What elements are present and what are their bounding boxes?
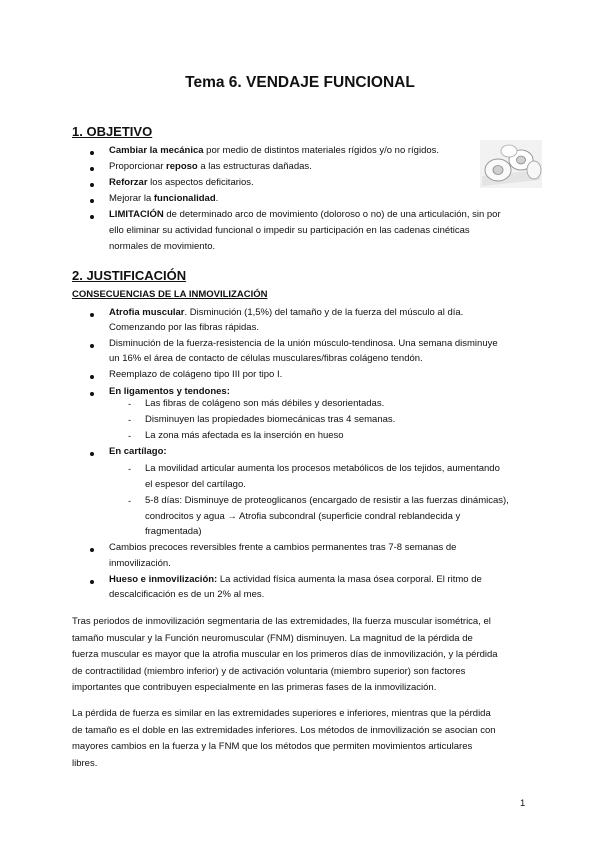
sub-item: Las fibras de colágeno son más débiles y desorientadas. xyxy=(145,398,385,409)
tape-rolls-image xyxy=(480,140,542,188)
bullet xyxy=(90,183,94,187)
list-item-line: inmovilización. xyxy=(109,558,171,569)
list-item-line: descalcificación es de un 2% al mes. xyxy=(109,589,265,600)
list-item: Hueso e inmovilización: La actividad física aumenta la masa ósea corporal. El ritmo de xyxy=(109,574,482,585)
bullet xyxy=(90,580,94,584)
bullet xyxy=(90,452,94,456)
bullet xyxy=(90,151,94,155)
page-number: 1 xyxy=(520,798,526,809)
sub-item-line: fragmentada) xyxy=(145,526,202,537)
bullet xyxy=(90,313,94,317)
sub-item: Disminuyen las propiedades biomecánicas tras 4 semanas. xyxy=(145,414,396,425)
list-item-line: un 16% el área de contacto de células musculares/fibras colágeno tendón. xyxy=(109,353,423,364)
list-item: En cartílago: xyxy=(109,446,167,457)
page-title: Tema 6. VENDAJE FUNCIONAL xyxy=(185,74,415,91)
list-item-line: Comenzando por las fibras rápidas. xyxy=(109,322,259,333)
list-item: Disminución de la fuerza-resistencia de la unión músculo-tendinosa. Una semana disminuye xyxy=(109,338,498,349)
sub-item: La zona más afectada es la inserción en hueso xyxy=(145,430,344,441)
list-item-line: ello eliminar su actividad funcional o impedir su participación en las cadenas cinéticas xyxy=(109,225,470,236)
bullet xyxy=(90,215,94,219)
list-item-line: normales de movimiento. xyxy=(109,241,216,252)
bullet xyxy=(90,392,94,396)
sub-item: 5-8 días: Disminuye de proteoglicanos (encargado de resistir a las fuerzas dinámicas), xyxy=(145,495,509,506)
list-item: LIMITACIÓN de determinado arco de movimiento (doloroso o no) de una articulación, sin por xyxy=(109,209,501,220)
list-item: Cambiar la mecánica por medio de distintos materiales rígidos y/o no rígidos. xyxy=(109,145,440,156)
bullet xyxy=(90,167,94,171)
document-page: Tema 6. VENDAJE FUNCIONAL 1. OBJETIVO Cambiar la mecánica por medio de distintos materiales rígidos y/o no rígidos. Proporcionar reposo a las estructuras dañadas. Reforzar los aspectos deficitarios. Mejorar la funcionalidad. LIMITACIÓN de determinado arco de movimiento (doloroso o no) de una articulación, sin por ello eliminar su actividad funcional o impedir su participación en las cadenas cinéticas normales de movimiento. 2. JUSTIFICACIÓN CONSECUENCIAS DE LA INMOVILIZACIÓN Atrofia muscular. Disminución (1,5%) del tamaño y de la fuerza del músculo al día. Comenzando por las fibras rápidas. Disminución de la fuerza-resistencia de la unión músculo-tendinosa. Una semana disminuye un 16% el área de contacto de células musculares/fibras colágeno tendón. Reemplazo de colágeno tipo III por tipo I. En ligamentos y tendones: - Las fibras de colágeno son más débiles y desorientadas. - Disminuyen las propiedades biomecánicas tras 4 semanas. - La zona más afectada es la inserción en hueso En cartílago: - La movilidad articular aumenta los procesos metabólicos de los tejidos, aumentando el espesor del cartílago. - 5-8 días: Disminuye de proteoglicanos (encargado de resistir a las fuerzas dinámicas), condrocitos y agua → Atrofia subcondral (superficie condral reblandecida y fragmentada) Cambios precoces reversibles frente a cambios permanentes tras 7-8 semanas de inmovilización. Hueso e inmovilización: La actividad física aumenta la masa ósea corporal. El ritmo de descalcificación es de un 2% al mes. Tras periodos de inmovilización segmentaria de las extremidades, lla fuerza muscular isométrica, el tamaño muscular y la Función neuromuscular (FNM) disminuyen. La magnitud de la pérdida de fuerza muscular es mayor que la atrofia muscular en los primeros días de inmovilización, y la pérdida de contractilidad (miembro inferior) y de activación voluntaria (miembro superior) son factores importantes que contribuyen especialmente en las primeras fases de la inmovilización. La pérdida de fuerza es similar en las extremidades superiores e inferiores, mientras que la pérdida de tamaño es el doble en las extremidades inferiores. Los métodos de inmovilización se asocian con mayores cambios en la fuerza y la FNM que los métodos que permiten movimientos articulares libres. 1 xyxy=(0,0,600,848)
sub-item-line: el espesor del cartílago. xyxy=(145,479,246,490)
section-heading-justificacion: 2. JUSTIFICACIÓN xyxy=(72,268,187,283)
list-item: Reemplazo de colágeno tipo III por tipo I. xyxy=(109,369,283,380)
subheading: CONSECUENCIAS DE LA INMOVILIZACIÓN xyxy=(72,289,268,300)
bullet xyxy=(90,548,94,552)
list-item: Reforzar los aspectos deficitarios. xyxy=(109,177,254,188)
list-item: En ligamentos y tendones: xyxy=(109,386,230,397)
sub-item-line: condrocitos y agua → Atrofia subcondral (superficie condral reblandecida y xyxy=(145,511,461,522)
list-item: Proporcionar reposo a las estructuras dañadas. xyxy=(109,161,312,172)
body-paragraph-1: Tras periodos de inmovilización segmentaria de las extremidades, lla fuerza muscular isométrica, el tamaño muscular y la Función neuromuscular (FNM) disminuyen. La magnitud de la pérdida de fuerza muscular es mayor que la atrofia muscular en los primeros días de inmovilización, y la pérdida de contractilidad (miembro inferior) y de activación voluntaria (miembro superior) son factores importantes que contribuyen especialmente en las primeras fases de la inmovilización. xyxy=(72,616,498,693)
bullet xyxy=(90,344,94,348)
bullet xyxy=(90,199,94,203)
section-heading-objetivo: 1. OBJETIVO xyxy=(72,124,153,139)
list-item: Cambios precoces reversibles frente a cambios permanentes tras 7-8 semanas de xyxy=(109,542,457,553)
list-item: Mejorar la funcionalidad. xyxy=(109,193,219,204)
sub-item: La movilidad articular aumenta los procesos metabólicos de los tejidos, aumentando xyxy=(145,463,500,474)
bullet xyxy=(90,375,94,379)
list-item: Atrofia muscular. Disminución (1,5%) del tamaño y de la fuerza del músculo al día. xyxy=(109,307,464,318)
body-paragraph-2: La pérdida de fuerza es similar en las extremidades superiores e inferiores, mientras que la pérdida de tamaño es el doble en las extremidades inferiores. Los métodos de inmovilización se asocian con mayores cambios en la fuerza y la FNM que los métodos que permiten movimientos articulares libres. xyxy=(72,708,496,769)
